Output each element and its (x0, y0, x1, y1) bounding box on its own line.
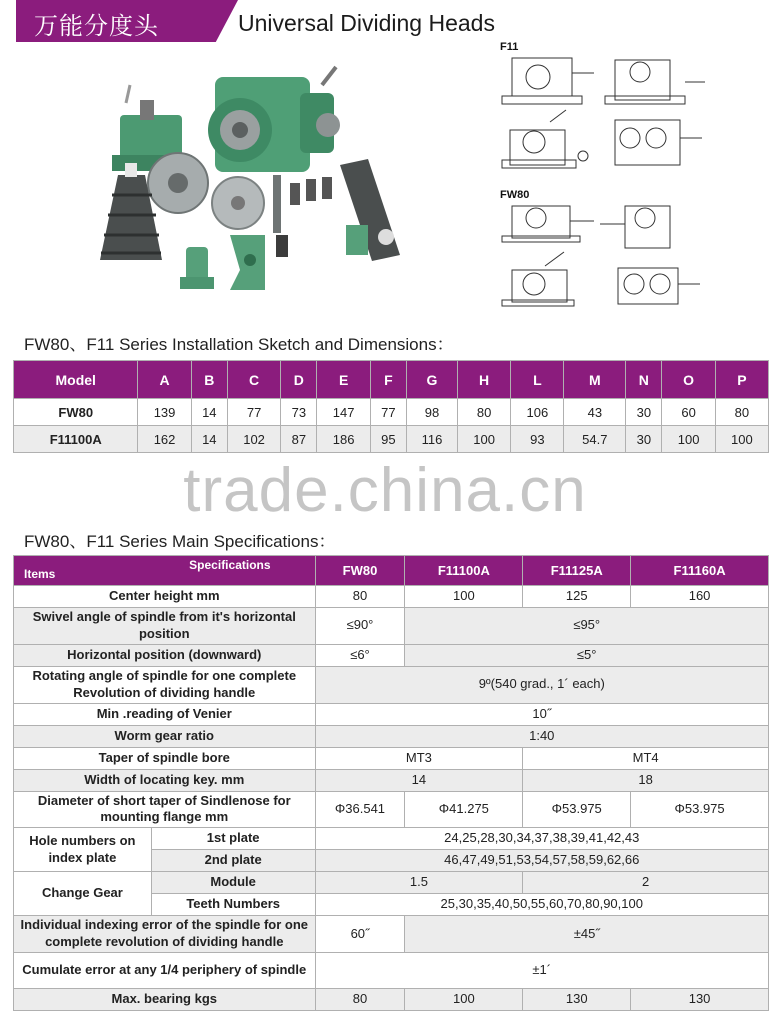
spec-value-cell: 9º(540 grad., 1´ each) (315, 666, 768, 703)
dimension-column-header: L (511, 361, 564, 399)
dimensions-row (14, 399, 769, 426)
spec-value-cell: MT4 (523, 747, 769, 769)
dimension-cell: 60 (662, 399, 715, 426)
spec-label-cell: Taper of spindle bore (14, 747, 316, 769)
spec-label-cell: Worm gear ratio (14, 725, 316, 747)
model-header: F11160A (631, 556, 769, 586)
dimension-column-header: O (662, 361, 715, 399)
dimension-cell: 80 (457, 399, 510, 426)
dimension-cell: 100 (715, 426, 768, 453)
spec-label-cell: 2nd plate (151, 850, 315, 872)
spec-row-gear-module (14, 872, 769, 894)
spec-label-cell: Change Gear (14, 872, 152, 916)
spec-value-cell: ≤6° (315, 644, 405, 666)
dimension-cell: 139 (138, 399, 191, 426)
spec-label-cell: Horizontal position (downward) (14, 644, 316, 666)
spec-row-center-height (14, 586, 769, 608)
dimension-column-header: N (626, 361, 662, 399)
dimension-column-header: G (407, 361, 458, 399)
spec-value-cell: ±45˝ (405, 916, 769, 953)
watermark: trade.china.cn (183, 456, 587, 525)
product-photo (90, 55, 430, 310)
model-header: FW80 (315, 556, 405, 586)
items-header-label: Items (24, 567, 56, 581)
chuck-image (148, 153, 208, 213)
dimension-column-header: H (457, 361, 510, 399)
spec-label-cell: Width of locating key. mm (14, 769, 316, 791)
spindle-parts-image (273, 175, 332, 257)
spec-label-cell: Min .reading of Venier (14, 703, 316, 725)
spec-value-cell: 100 (405, 989, 523, 1011)
dimension-cell: 77 (227, 399, 280, 426)
spec-value-cell: 80 (315, 586, 405, 608)
spec-row-swivel (14, 608, 769, 645)
spec-value-cell: 10˝ (315, 703, 768, 725)
spec-value-cell: 46,47,49,51,53,54,57,58,59,62,66 (315, 850, 768, 872)
spec-row-horizontal (14, 644, 769, 666)
spec-value-cell: ≤90° (315, 608, 405, 645)
green-parts-image (180, 235, 265, 290)
model-cell: F11100A (14, 426, 138, 453)
spec-value-cell: 160 (631, 586, 769, 608)
spec-value-cell: 60˝ (315, 916, 405, 953)
spec-label-cell: Teeth Numbers (151, 894, 315, 916)
specifications-header-label: Specifications (189, 558, 271, 572)
sketch-label-fw80: FW80 (500, 189, 530, 201)
spec-row-taper (14, 747, 769, 769)
spec-value-cell: 1.5 (315, 872, 523, 894)
model-column-header: Model (14, 361, 138, 399)
spec-row-vernier (14, 703, 769, 725)
spec-value-cell: Φ53.975 (523, 791, 631, 828)
spec-value-cell: Φ41.275 (405, 791, 523, 828)
spec-value-cell: 125 (523, 586, 631, 608)
dimension-cell: 100 (457, 426, 510, 453)
dimension-cell: 93 (511, 426, 564, 453)
spec-value-cell: Φ53.975 (631, 791, 769, 828)
items-header-cell (14, 556, 316, 586)
dimension-cell: 30 (626, 399, 662, 426)
spec-row-worm (14, 725, 769, 747)
dimension-cell: 116 (407, 426, 458, 453)
installation-sketch (490, 38, 720, 313)
bracket-image (340, 159, 400, 261)
spec-value-cell: 14 (315, 769, 523, 791)
spec-label-cell: Swivel angle of spindle from it's horizontal position (14, 608, 316, 645)
section-title-specifications: FW80、F11 Series Main Specifications： (24, 532, 336, 551)
spec-row-indexing (14, 916, 769, 953)
dimension-cell: 14 (191, 399, 227, 426)
model-cell: FW80 (14, 399, 138, 426)
dimension-cell: 106 (511, 399, 564, 426)
specs-header-row (14, 556, 769, 586)
dimension-column-header: F (370, 361, 406, 399)
chinese-title: 万能分度头 (34, 12, 159, 40)
spec-value-cell: ≤5° (405, 644, 769, 666)
spec-label-cell: Diameter of short taper of Sindlenose for mounting flange mm (14, 791, 316, 828)
spec-value-cell: Φ36.541 (315, 791, 405, 828)
dimension-column-header: B (191, 361, 227, 399)
section-title-dimensions: FW80、F11 Series Installation Sketch and Dimensions： (24, 335, 454, 354)
model-header: F11125A (523, 556, 631, 586)
dimension-cell: 186 (317, 426, 370, 453)
dimension-cell: 30 (626, 426, 662, 453)
spec-row-holes-1 (14, 828, 769, 850)
dimension-cell: 102 (227, 426, 280, 453)
sketch-label-f11: F11 (500, 41, 519, 53)
dimension-column-header: C (227, 361, 280, 399)
spec-label-cell: Individual indexing error of the spindle for one complete revolution of dividing handle (14, 916, 316, 953)
f11-drawings (502, 58, 705, 168)
dimensions-table (13, 360, 769, 453)
spec-value-cell: ≤95° (405, 608, 769, 645)
spec-row-cumulate (14, 953, 769, 989)
index-plate-image (212, 177, 264, 229)
spec-label-cell: Max. bearing kgs (14, 989, 316, 1011)
dimension-column-header: P (715, 361, 768, 399)
spec-value-cell: 1:40 (315, 725, 768, 747)
dimension-cell: 95 (370, 426, 406, 453)
spec-value-cell: 18 (523, 769, 769, 791)
model-header: F11100A (405, 556, 523, 586)
spec-row-key (14, 769, 769, 791)
dimension-cell: 147 (317, 399, 370, 426)
dimension-cell: 162 (138, 426, 191, 453)
spec-label-cell: 1st plate (151, 828, 315, 850)
spec-row-bearing (14, 989, 769, 1011)
dimension-cell: 77 (370, 399, 406, 426)
dimension-cell: 73 (281, 399, 317, 426)
dimension-cell: 80 (715, 399, 768, 426)
specifications-table (13, 555, 769, 1011)
spec-label-cell: Rotating angle of spindle for one complete Revolution of dividing handle (14, 666, 316, 703)
spec-value-cell: MT3 (315, 747, 523, 769)
spec-label-cell: Hole numbers on index plate (14, 828, 152, 872)
dimension-column-header: M (564, 361, 626, 399)
dimension-cell: 14 (191, 426, 227, 453)
dimension-cell: 54.7 (564, 426, 626, 453)
spec-value-cell: 130 (523, 989, 631, 1011)
spec-value-cell: 24,25,28,30,34,37,38,39,41,42,43 (315, 828, 768, 850)
fw80-drawings (502, 206, 700, 306)
dimensions-row (14, 426, 769, 453)
spec-label-cell: Module (151, 872, 315, 894)
dimension-cell: 98 (407, 399, 458, 426)
dimension-column-header: E (317, 361, 370, 399)
spec-row-rotating (14, 666, 769, 703)
spec-row-diameter (14, 791, 769, 828)
spec-value-cell: ±1´ (315, 953, 768, 989)
dimension-cell: 87 (281, 426, 317, 453)
spec-value-cell: 2 (523, 872, 769, 894)
spec-label-cell: Cumulate error at any 1/4 periphery of spindle (14, 953, 316, 989)
spec-value-cell: 25,30,35,40,50,55,60,70,80,90,100 (315, 894, 768, 916)
dividing-head-image (208, 67, 340, 172)
dimension-column-header: D (281, 361, 317, 399)
spec-value-cell: 80 (315, 989, 405, 1011)
dimension-cell: 100 (662, 426, 715, 453)
dimension-cell: 43 (564, 399, 626, 426)
dimensions-header-row (14, 361, 769, 399)
page-title: Universal Dividing Heads (238, 10, 495, 36)
spec-label-cell: Center height mm (14, 586, 316, 608)
dimension-column-header: A (138, 361, 191, 399)
spec-value-cell: 130 (631, 989, 769, 1011)
spec-value-cell: 100 (405, 586, 523, 608)
